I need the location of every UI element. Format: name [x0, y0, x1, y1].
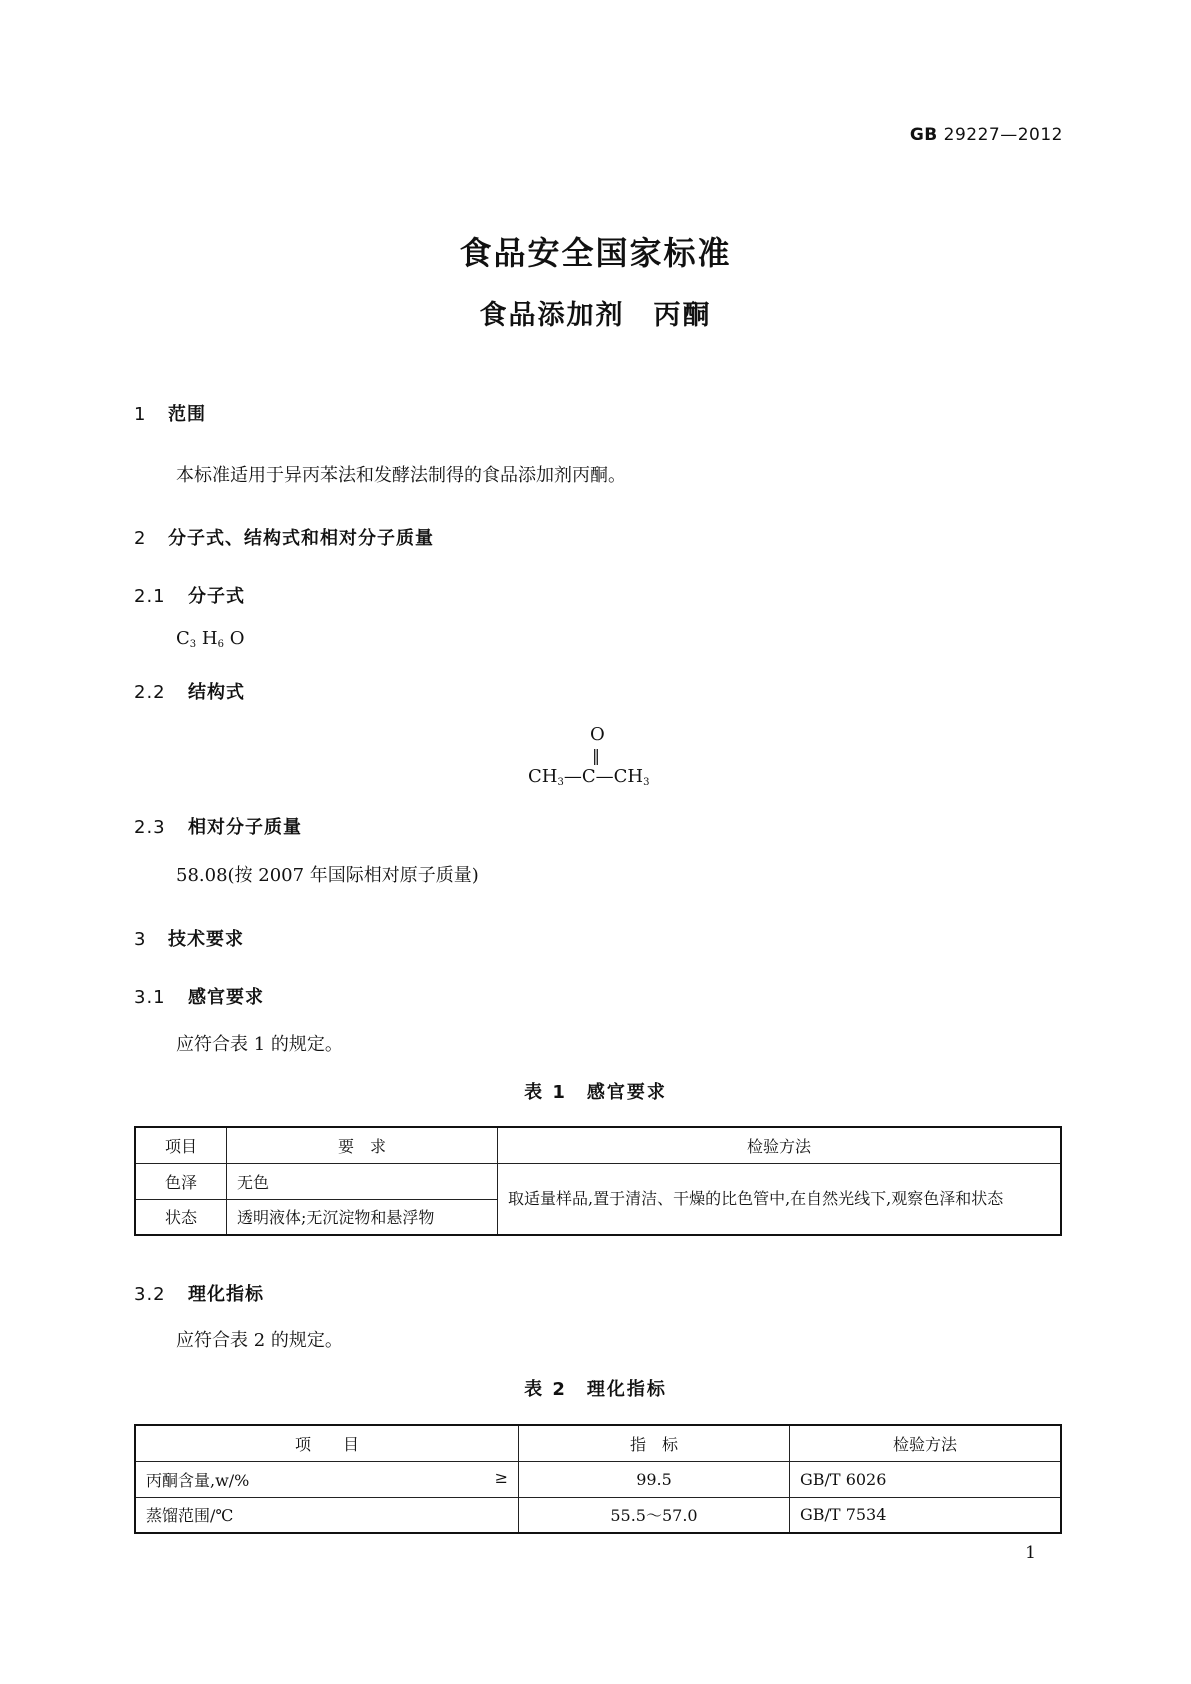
table-2-physicochemical — [134, 1424, 1062, 1534]
structure-bond-left: — — [563, 766, 582, 787]
section-2-1-title: 分子式 — [188, 586, 245, 607]
section-2-title: 分子式、结构式和相对分子质量 — [168, 528, 434, 549]
structure-right-count: 3 — [643, 777, 650, 788]
section-2-3-title: 相对分子质量 — [188, 817, 302, 838]
page-title: 食品安全国家标准 — [459, 234, 732, 272]
section-1-heading — [134, 400, 206, 426]
section-1-text: 本标准适用于异丙苯法和发酵法制得的食品添加剂丙酮。 — [176, 465, 626, 486]
structure-left-group: CH — [528, 766, 558, 787]
section-2-2-number: 2.2 — [134, 682, 166, 703]
section-3-2-number: 3.2 — [134, 1284, 166, 1305]
section-2-3-number: 2.3 — [134, 817, 166, 838]
table-2-header-row — [135, 1425, 1061, 1461]
table-2-item-acetone — [135, 1461, 519, 1497]
standard-number: 29227—2012 — [943, 125, 1063, 145]
structure-right-group: CH — [613, 766, 644, 787]
table-1-method: 取适量样品,置于清洁、干燥的比色管中,在自然光线下,观察色泽和状态 — [498, 1163, 1062, 1235]
formula-c: C — [176, 628, 190, 649]
section-2-number: 2 — [134, 528, 147, 549]
table-2-item-acetone-relation: ≥ — [494, 1467, 508, 1487]
section-3-1-heading — [134, 983, 264, 1009]
section-3-2-title: 理化指标 — [188, 1284, 264, 1305]
table-1-req-color: 无色 — [227, 1163, 498, 1199]
structure-double-bond: ‖ — [592, 746, 600, 765]
table-1-header-item: 项目 — [135, 1127, 227, 1163]
table-1-header-method: 检验方法 — [498, 1127, 1062, 1163]
structure-bond-right: — — [595, 766, 614, 787]
table-2-value-acetone: 99.5 — [519, 1461, 790, 1497]
table-2-method-distillation: GB/T 7534 — [790, 1497, 1062, 1533]
section-3-1-number: 3.1 — [134, 987, 166, 1008]
section-3-number: 3 — [134, 929, 147, 950]
table-1-header-row — [135, 1127, 1061, 1163]
section-3-2-text: 应符合表 2 的规定。 — [176, 1330, 343, 1351]
table-1-sensory — [134, 1126, 1062, 1236]
table-1-item-state: 状态 — [135, 1199, 227, 1235]
structure-left-count: 3 — [557, 777, 564, 788]
formula-h-count: 6 — [217, 639, 224, 650]
structure-oxygen: O — [590, 724, 605, 745]
section-3-title: 技术要求 — [168, 929, 244, 950]
table-2-header-item: 项 目 — [135, 1425, 519, 1461]
table-2-value-distillation: 55.5～57.0 — [519, 1497, 790, 1533]
structure-formula — [528, 766, 650, 788]
table-1-header-requirement: 要 求 — [227, 1127, 498, 1163]
standard-prefix: GB — [909, 125, 938, 145]
table-row — [135, 1497, 1061, 1533]
table-1-req-state: 透明液体;无沉淀物和悬浮物 — [227, 1199, 498, 1235]
molecular-weight-text: 58.08(按 2007 年国际相对原子质量) — [176, 865, 479, 886]
table-2-item-acetone-label: 丙酮含量,w/% — [146, 1470, 250, 1490]
section-2-heading — [134, 524, 434, 550]
table-2-caption: 表 2 理化指标 — [524, 1379, 667, 1400]
page-number: 1 — [1025, 1543, 1036, 1563]
standard-code — [910, 125, 1063, 145]
section-2-3-heading — [134, 813, 302, 839]
table-2-header-value: 指 标 — [519, 1425, 790, 1461]
table-2-header-method: 检验方法 — [790, 1425, 1062, 1461]
section-3-1-text: 应符合表 1 的规定。 — [176, 1034, 343, 1055]
table-1-caption: 表 1 感官要求 — [524, 1082, 667, 1103]
section-2-2-heading — [134, 678, 245, 704]
section-3-1-title: 感官要求 — [188, 987, 264, 1008]
table-row — [135, 1461, 1061, 1497]
section-3-2-heading — [134, 1280, 264, 1306]
formula-c-count: 3 — [189, 639, 197, 650]
table-2-item-distillation-label: 蒸馏范围/℃ — [146, 1506, 234, 1526]
section-1-title: 范围 — [168, 404, 206, 425]
section-1-number: 1 — [134, 404, 147, 425]
section-2-1-heading — [134, 582, 245, 608]
formula-o: O — [229, 628, 245, 649]
section-2-1-number: 2.1 — [134, 586, 166, 607]
table-1-item-color: 色泽 — [135, 1163, 227, 1199]
table-2-method-acetone: GB/T 6026 — [790, 1461, 1062, 1497]
molecular-formula — [176, 628, 244, 650]
page-subtitle: 食品添加剂 丙酮 — [479, 300, 712, 331]
structure-center-carbon: C — [581, 766, 596, 787]
table-2-item-distillation — [135, 1497, 519, 1533]
table-row — [135, 1163, 1061, 1199]
section-2-2-title: 结构式 — [188, 682, 245, 703]
section-3-heading — [134, 925, 244, 951]
formula-h: H — [201, 628, 218, 649]
